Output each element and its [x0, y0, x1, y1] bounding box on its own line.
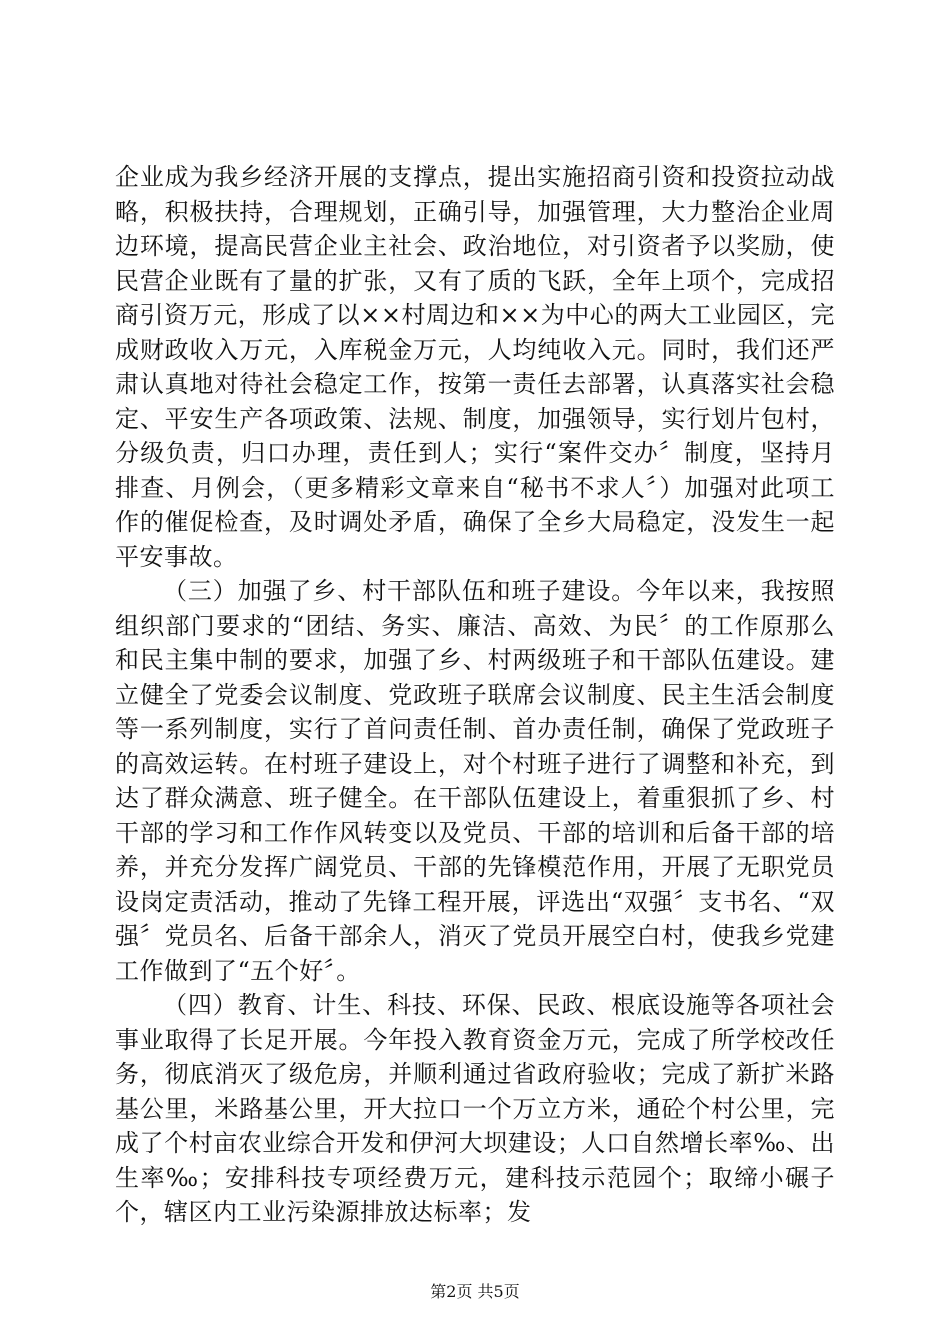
- paragraph-3: （四）教育、计生、科技、环保、民政、根底设施等各项社会事业取得了长足开展。今年投入教育资金万元，完成了所学校改任务，彻底消灭了级危房，并顺利通过省政府验收；完成了新扩米路基公里，米路基公里，开大拉口一个万立方米，通砼个村公里，完成了个村亩农业综合开发和伊河大坝建设；人口自然增长率‰、出生率‰；安排科技专项经费万元，建科技示范园个；取缔小碾子个，辖区内工业污染源排放达标率；发: [115, 991, 835, 1226]
- document-body: [115, 160, 835, 1230]
- page-number-footer: 第2页 共5页: [430, 1282, 520, 1301]
- paragraph-2: （三）加强了乡、村干部队伍和班子建设。今年以来，我按照组织部门要求的“团结、务实、廉洁、高效、为民〞的工作原那么和民主集中制的要求，加强了乡、村两级班子和干部队伍建设。建立健全了党委会议制度、党政班子联席会议制度、民主生活会制度等一系列制度，实行了首问责任制、首办责任制，确保了党政班子的高效运转。在村班子建设上，对个村班子进行了调整和补充，到达了群众满意、班子健全。在干部队伍建设上，着重狠抓了乡、村干部的学习和工作作风转变以及党员、干部的培训和后备干部的培养，并充分发挥广阔党员、干部的先锋模范作用，开展了无职党员设岗定责活动，推动了先锋工程开展，评选出“双强〞支书名、“双强〞党员名、后备干部余人，消灭了党员开展空白村，使我乡党建工作做到了“五个好〞。: [115, 577, 835, 985]
- paragraph-1: 企业成为我乡经济开展的支撑点，提出实施招商引资和投资拉动战略，积极扶持，合理规划，正确引导，加强管理，大力整治企业周边环境，提高民营企业主社会、政治地位，对引资者予以奖励，使民营企业既有了量的扩张，又有了质的飞跃，全年上项个，完成招商引资万元，形成了以××村周边和××为中心的两大工业园区，完成财政收入万元，入库税金万元，人均纯收入元。同时，我们还严肃认真地对待社会稳定工作，按第一责任去部署，认真落实社会稳定、平安生产各项政策、法规、制度，加强领导，实行划片包村，分级负责，归口办理，责任到人；实行“案件交办〞制度，坚持月排查、月例会，（更多精彩文章来自“秘书不求人〞）加强对此项工作的催促检查，及时调处矛盾，确保了全乡大局稳定，没发生一起平安事故。: [115, 163, 835, 571]
